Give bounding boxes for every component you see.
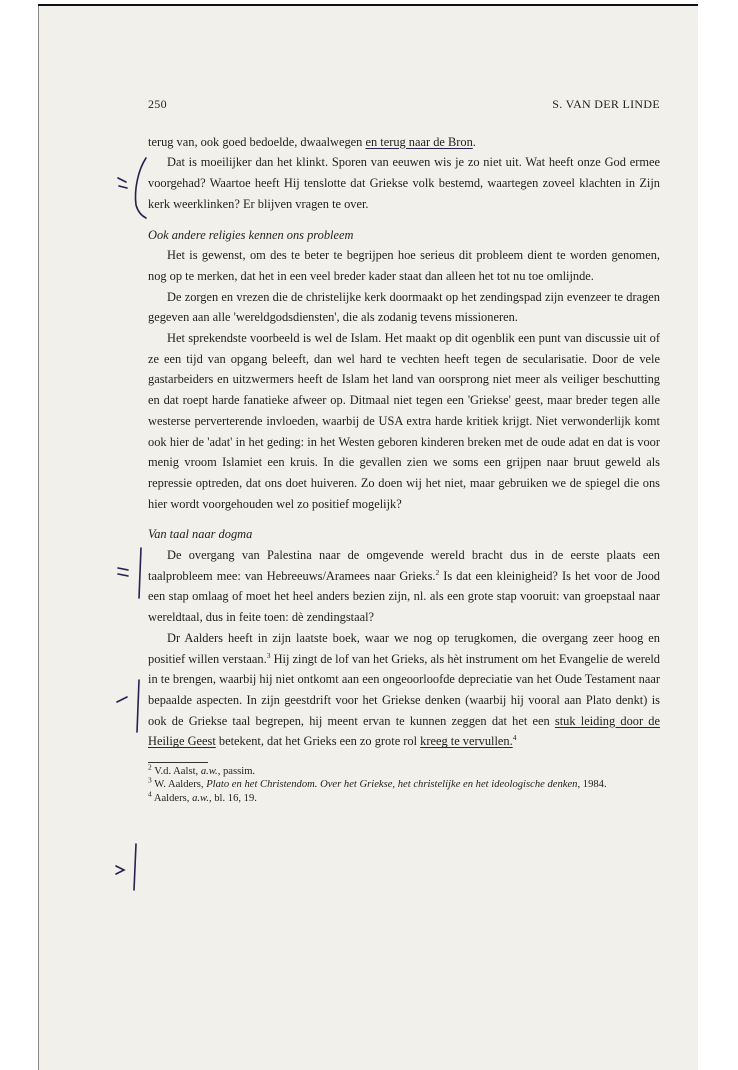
text-run: , passim.: [217, 766, 256, 778]
underlined-phrase: stuk leiding door de Heilige Geest: [148, 713, 660, 749]
italic-run: a.w.: [200, 766, 218, 778]
footnote-4: [148, 788, 660, 805]
underlined-phrase: kreeg te vervullen.: [420, 734, 513, 749]
text-run: V.d. Aalst,: [154, 766, 201, 778]
page-body: [148, 94, 660, 805]
paragraph-2: Het is gewenst, om des te beter te begrijpen hoe serieus dit probleem dient te worden genomen, nog op te merken, dat het in een veel breder kader staat dan alleen het tot nu toe omlijnde.: [148, 248, 660, 283]
text-run: Dr Aalders heeft in zijn laatste boek, waar we nog op terugkomen, die overgang zeer hoog en positief willen verstaan.: [148, 630, 660, 666]
section-heading-1: Ook andere religies kennen ons probleem: [148, 227, 354, 242]
footnote-ref: 2: [435, 567, 440, 577]
paragraph-3: De zorgen en vrezen die de christelijke kerk doormaakt op het zendingspad zijn evenzeer te dragen gegeven aan alle 'wereldgodsdiensten', die als zodanig tevens missioneren.: [148, 289, 660, 325]
text-run: Is dat een kleinigheid? Is het voor de Jood een stap omlaag of moet het heel anders bezien zijn, nl. als een grote stap vooruit: van groepstaal naar wereldtaal, dus in feite toen: dè zendingstaal?: [148, 568, 661, 625]
italic-run: Plato en het Christendom. Over het Griekse, het christelijke en het ideologische denken: [206, 779, 578, 791]
page-number: 250: [148, 97, 167, 111]
text-run: , bl. 16, 19.: [208, 792, 257, 804]
footnote-3: [148, 775, 660, 791]
footnote-ref: 3: [266, 650, 271, 660]
paragraph-6: [148, 628, 660, 752]
footnote-number: 3: [148, 775, 152, 785]
text-run: .: [472, 134, 476, 149]
footnote-ref: 4: [512, 733, 517, 743]
footnote-number: 4: [148, 788, 152, 798]
text-run: betekent, dat het Grieks een zo grote rol: [215, 734, 421, 749]
text-run: Hij zingt de lof van het Grieks, als hèt instrument om het Evangelie de wereld in te brengen, waarbij hij niet ontkomt aan een ongeoorloofde depreciatie van het Oude Testament naar bepaalde aspecten. In zijn geestdrift voor het Griekse denken (waarbij hij vooral aan Plato denkt) is ook de Griekse taal begrepen, hij meent ervan te kunnen zeggen dat het een: [148, 651, 660, 728]
paragraph-4: Het sprekendste voorbeeld is wel de Islam. Het maakt op dit ogenblik een punt van discussie uit of ze een tijd van opgang beleeft, dan wel hard te vechten heeft tegen de secularisatie. Door de vele gastarbeiders en uitzwermers heeft de Islam het land van oorsprong niet meer als veiliger beschutting en dat roept harde fanatieke afweer op. Ditmaal niet tegen een 'Griekse' geest, maar breder tegen alle westerse perverterende invloeden, waarbij de USA extra harde kritiek krijgt. Niet verwonderlijk komt ook hier de 'adat' in het geding: in het Westen geboren kinderen breken met de oude adat en dat is voor menig vroom Islamiet een kruis. In die gevallen zien we soms een grijpen naar bruut geweld als repressie optreden, dat ons doet huiveren. Zo doen wij het niet, maar gebruiken we de spiegel die ons hier wordt voorgehouden wel zo positief mogelijk?: [148, 331, 660, 511]
scanned-page: [38, 4, 698, 1070]
italic-run: a.w.: [192, 792, 209, 804]
underlined-phrase: en terug naar de Bron: [365, 134, 473, 149]
section-heading-2: Van taal naar dogma: [148, 527, 253, 542]
text-run: terug van, ook goed bedoelde, dwaalwegen: [148, 134, 366, 149]
paragraph-5: [148, 545, 660, 628]
text-run: W. Aalders,: [154, 779, 207, 791]
text-run: De overgang van Palestina naar de omgevende wereld bracht dus in de eerste plaats een taalprobleem mee: van Hebreeuws/Aramees naar Grieks.: [148, 548, 660, 583]
paragraph-0: [148, 132, 660, 153]
footnote-2: [148, 762, 660, 778]
page-header: [148, 94, 660, 115]
text-run: , 1984.: [577, 779, 607, 791]
footnote-number: 2: [148, 762, 152, 772]
text-run: Aalders,: [153, 792, 193, 804]
running-head: S. VAN DER LINDE: [552, 97, 660, 111]
footnote-rule: [148, 762, 208, 763]
paragraph-1: Dat is moeilijker dan het klinkt. Sporen van eeuwen wis je zo niet uit. Wat heeft onze God ermee voorgehad? Waartoe heeft Hij tenslotte dat Griekse volk bestemd, waartegen zoveel klachten in Zijn kerk weerklinken? Er blijven vragen te over.: [148, 155, 660, 211]
